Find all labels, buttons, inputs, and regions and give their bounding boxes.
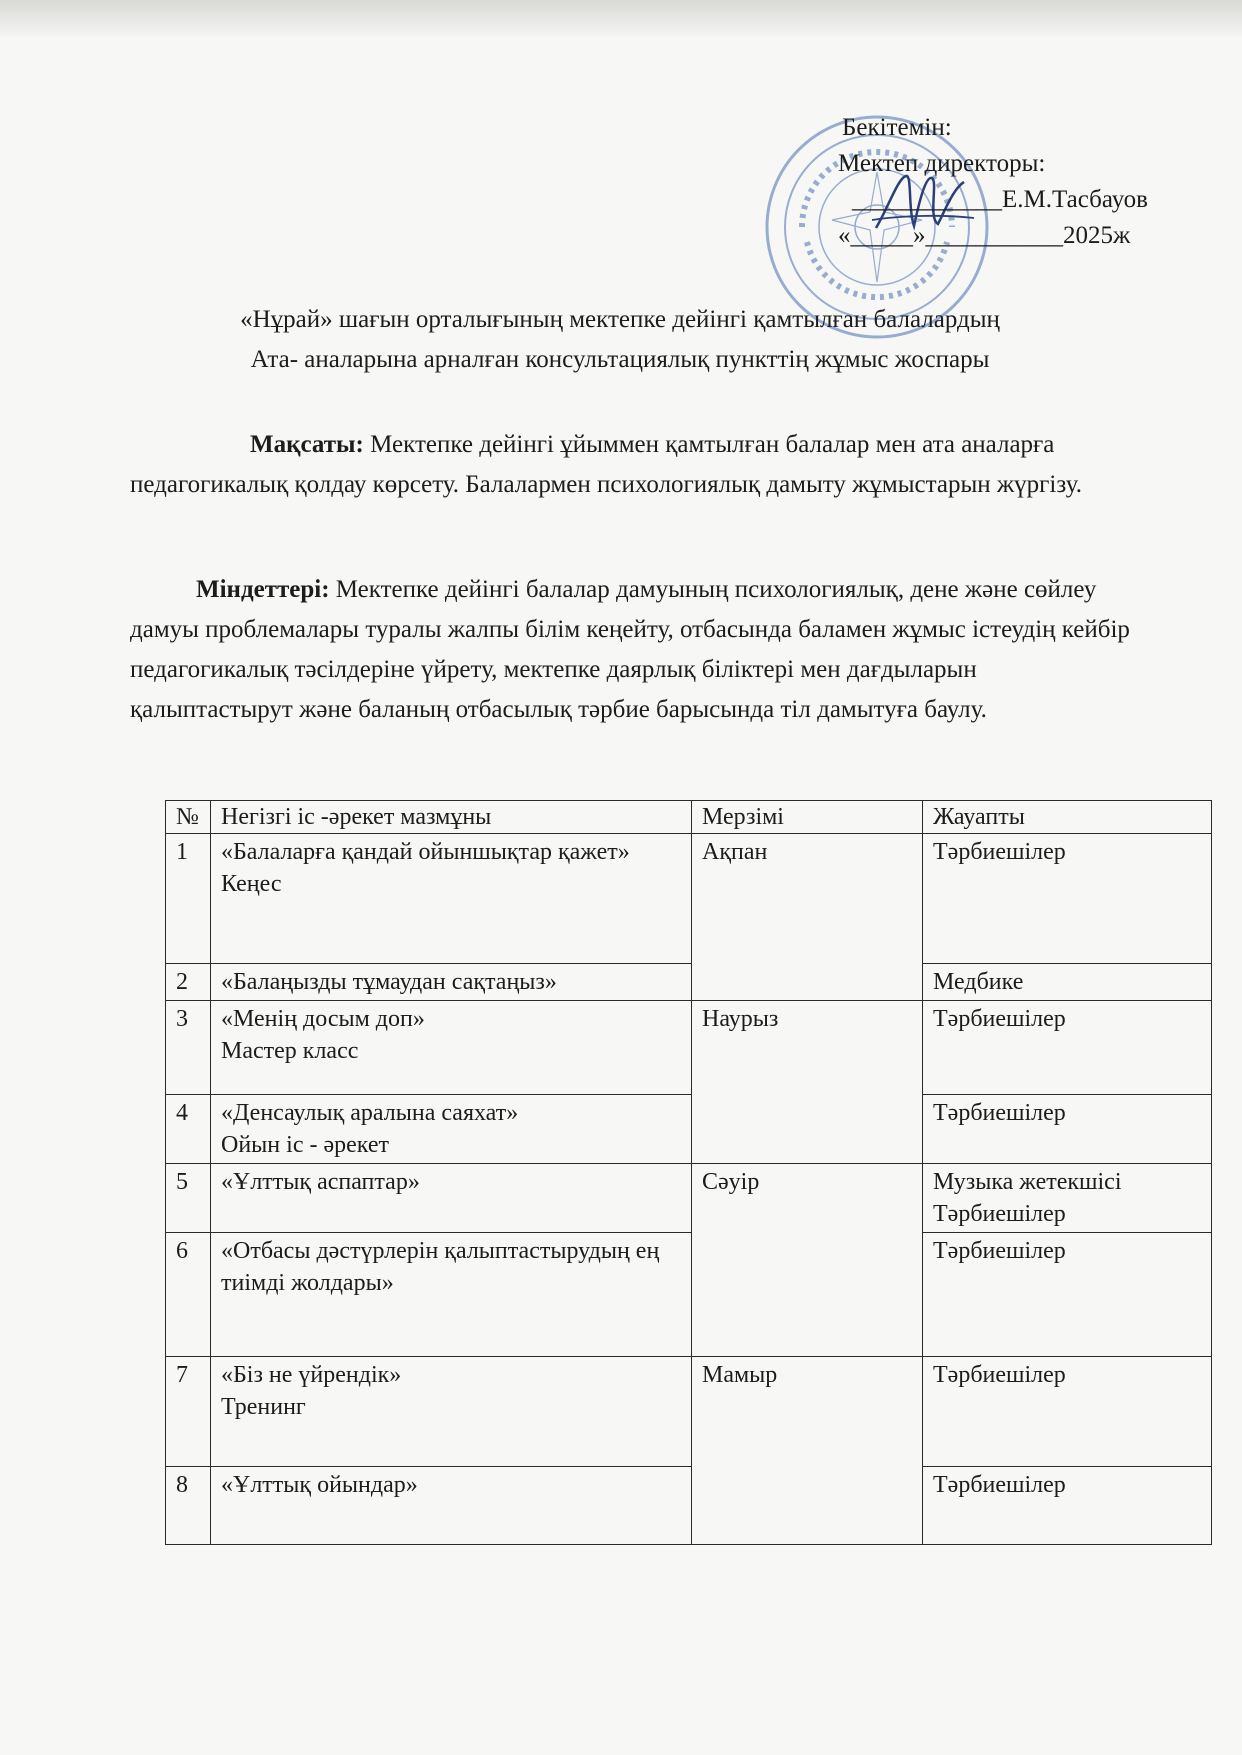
table-row [166, 1357, 1212, 1467]
row-content-title: «Балаңызды тұмаудан сақтаңыз» [211, 964, 692, 1001]
row-content-title: «Біз не үйрендік» [221, 1362, 402, 1388]
approval-block [838, 110, 1172, 254]
row-responsible: Тәрбиешілер [923, 1001, 1212, 1095]
row-number: 5 [166, 1164, 211, 1233]
row-responsible: Тәрбиешілер [923, 1095, 1212, 1164]
header-content: Негізгі іс -әрекет мазмұны [211, 801, 692, 834]
table-row [166, 1467, 1212, 1545]
row-responsible: Тәрбиешілер [923, 1357, 1212, 1467]
table-row [166, 1164, 1212, 1233]
row-responsible-1: Музыка жетекшісі [933, 1169, 1122, 1195]
row-responsible: Тәрбиешілер [923, 1233, 1212, 1357]
header-responsible: Жауапты [923, 801, 1212, 834]
row-content [211, 1095, 692, 1164]
header-number: № [166, 801, 211, 834]
approval-line-2: Мектеп директоры: [838, 150, 1046, 177]
row-content-title: «Ұлттық ойындар» [211, 1467, 692, 1545]
row-content-title: «Ұлттық аспаптар» [211, 1164, 692, 1233]
table-row [166, 964, 1212, 1001]
row-content-title: «Балаларға қандай ойыншықтар қажет» [221, 839, 630, 865]
row-responsible [923, 1164, 1212, 1233]
row-term: Наурыз [692, 1001, 923, 1164]
row-content-type: Тренинг [221, 1394, 306, 1420]
scan-shadow [0, 0, 1242, 40]
row-content [211, 834, 692, 964]
approval-line-1: Бекітемін: [842, 114, 952, 141]
row-content-type: Ойын іс - әрекет [221, 1132, 389, 1158]
row-responsible: Тәрбиешілер [923, 1467, 1212, 1545]
approval-signature-blank: ____________ [852, 186, 1002, 213]
row-content [211, 1357, 692, 1467]
tasks-text: Мектепке дейінгі балалар дамуының психологиялық, дене және сөйлеу дамуы проблемалары туралы жалпы білім кеңейту, отбасында баламен жұмыс істеудің кейбір педагогикалық тәсілдеріне үйрету, мектепке даярлық біліктері мен дағдыларын қалыптастырут және баланың отбасылық тәрбие барысында тіл дамытуға баулу. [130, 576, 1130, 723]
table-row [166, 1001, 1212, 1095]
goal-label: Мақсаты: [250, 431, 364, 458]
table-row [166, 1095, 1212, 1164]
row-number: 7 [166, 1357, 211, 1467]
row-number: 8 [166, 1467, 211, 1545]
row-responsible: Тәрбиешілер [923, 834, 1212, 964]
row-content-type: Кеңес [221, 871, 282, 897]
approval-date-line: «_____»___________2025ж [838, 222, 1131, 249]
row-content [211, 1001, 692, 1095]
row-content-type: Мастер класс [221, 1038, 359, 1064]
goal-text: Мектепке дейінгі ұйыммен қамтылған балалар мен ата аналарға педагогикалық қолдау көрсету. Балалармен психологиялық дамыту жұмыстарын жүргізу. [130, 431, 1082, 498]
goal-paragraph [130, 425, 1140, 505]
row-number: 2 [166, 964, 211, 1001]
title-line-1: «Нұрай» шағын орталығының мектепке дейінгі қамтылған балалардың [240, 306, 1000, 333]
row-term: Ақпан [692, 834, 923, 1001]
row-term: Мамыр [692, 1357, 923, 1545]
plan-table [165, 800, 1212, 1545]
row-number: 1 [166, 834, 211, 964]
row-term: Сәуір [692, 1164, 923, 1357]
row-content-title: «Менің досым доп» [221, 1006, 425, 1032]
row-content-title: «Отбасы дәстүрлерін қалыптастырудың ең тиімді жолдары» [211, 1233, 692, 1357]
row-content-title: «Денсаулық аралына саяхат» [221, 1100, 519, 1126]
table-header-row [166, 801, 1212, 834]
document-title [120, 300, 1120, 380]
row-number: 6 [166, 1233, 211, 1357]
table-row [166, 834, 1212, 964]
row-responsible-2: Тәрбиешілер [933, 1201, 1066, 1227]
header-term: Мерзімі [692, 801, 923, 834]
row-number: 4 [166, 1095, 211, 1164]
tasks-paragraph [130, 570, 1140, 730]
tasks-label: Міндеттері: [196, 576, 330, 603]
table-row [166, 1233, 1212, 1357]
row-number: 3 [166, 1001, 211, 1095]
director-name: Е.М.Тасбауов [1002, 186, 1148, 213]
title-line-2: Ата- аналарына арналған консультациялық пункттің жұмыс жоспары [250, 346, 990, 373]
row-responsible: Медбике [923, 964, 1212, 1001]
